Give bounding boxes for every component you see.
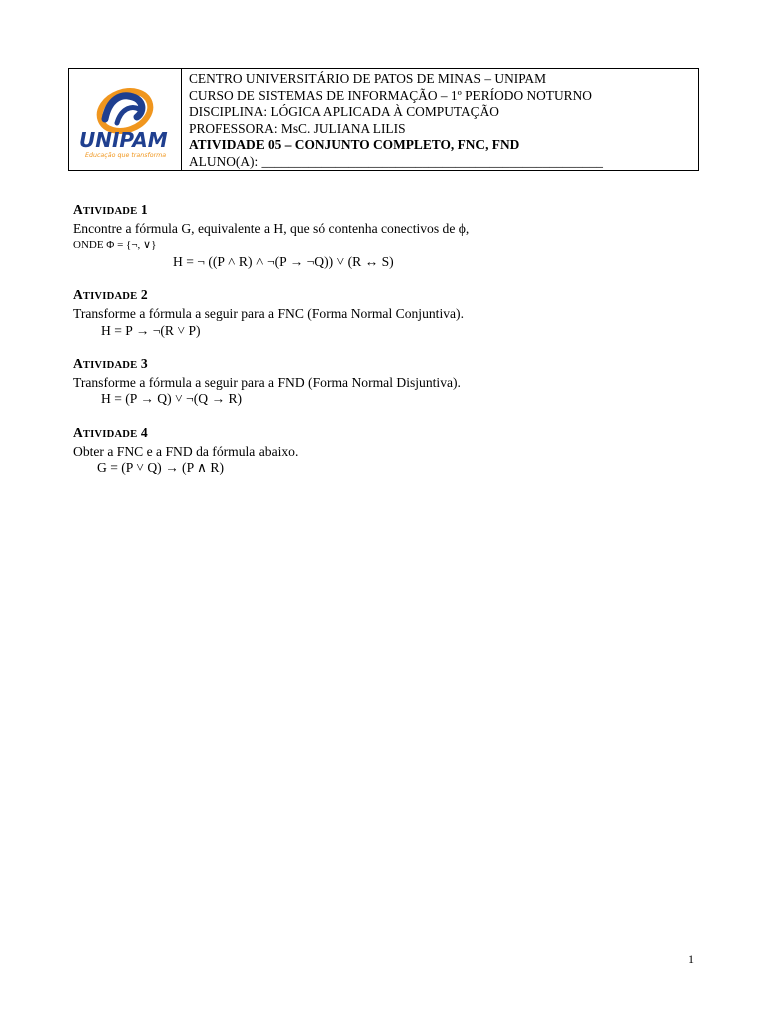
activity-3	[73, 356, 693, 408]
logo-cell	[69, 69, 182, 170]
header-activity: ATIVIDADE 05 – CONJUNTO COMPLETO, FNC, FND	[189, 137, 520, 153]
activity-title: ATIVIDADE 2	[73, 287, 148, 303]
activity-1	[73, 202, 693, 270]
activity-2	[73, 287, 693, 339]
activity-title: ATIVIDADE 3	[73, 356, 148, 372]
logo-text: UNIPAM	[79, 128, 168, 152]
header-student: ALUNO(A): ___________________________________________________	[189, 153, 603, 169]
activity-title: ATIVIDADE 1	[73, 202, 148, 217]
activity-text: Transforme a fórmula a seguir para a FNC (Forma Normal Conjuntiva).	[73, 305, 464, 321]
header-info	[182, 69, 698, 170]
formula: G = (P ˅ Q) → (P ∧ R)	[97, 460, 224, 476]
activity-title: ATIVIDADE 4	[73, 424, 148, 440]
header-professor: PROFESSORA: MsC. JULIANA LILIS	[189, 120, 406, 136]
unipam-logo	[77, 81, 175, 159]
formula: H = (P → Q) ˅ ¬(Q → R)	[101, 391, 243, 407]
formula: H = P → ¬(R ˅ P)	[101, 322, 201, 338]
activity-text: Obter a FNC e a FND da fórmula abaixo.	[73, 443, 299, 459]
activity-text: Transforme a fórmula a seguir para a FND (Forma Normal Disjuntiva).	[73, 374, 461, 390]
activity-text: Encontre a fórmula G, equivalente a H, que só contenha conectivos de ϕ,	[73, 220, 470, 236]
header-table	[68, 68, 699, 171]
connective-set: ONDE Φ = {¬, ∨}	[73, 239, 157, 252]
activity-4	[73, 425, 693, 477]
page-number: 1	[688, 952, 694, 966]
logo-tagline: Educação que transforma	[85, 152, 167, 159]
formula: H = ¬ ((P ˄ R) ˄ ¬(P → ¬Q)) ˅ (R ↔ S)	[173, 253, 394, 269]
header-course: CURSO DE SISTEMAS DE INFORMAÇÃO – 1º PERÍODO NOTURNO	[189, 87, 592, 103]
header-discipline: DISCIPLINA: LÓGICA APLICADA À COMPUTAÇÃO	[189, 104, 499, 120]
header-institution: CENTRO UNIVERSITÁRIO DE PATOS DE MINAS – UNIPAM	[189, 71, 546, 86]
activities	[73, 202, 693, 494]
